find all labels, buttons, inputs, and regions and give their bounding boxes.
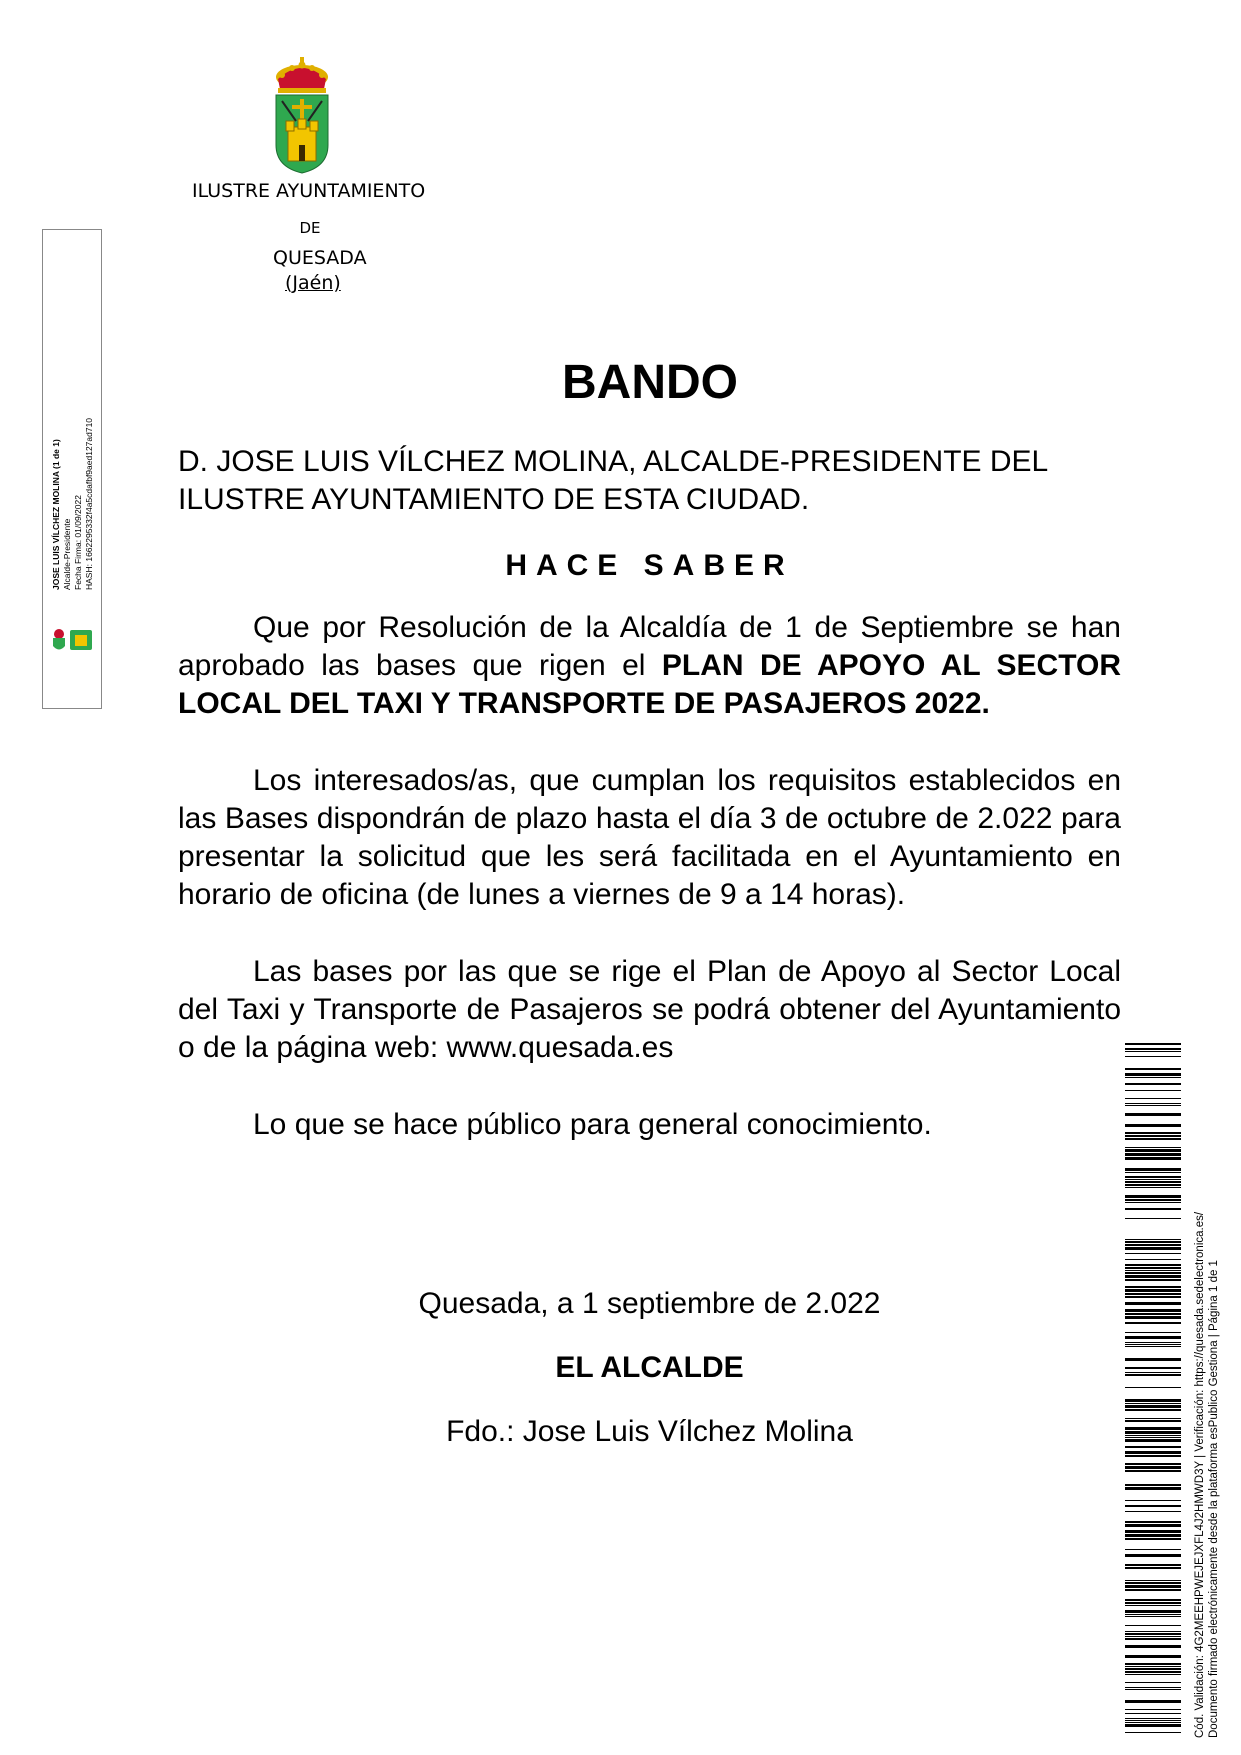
signature-details xyxy=(51,290,95,590)
plan-name: PLAN DE APOYO AL SECTOR LOCAL DEL TAXI Y TRANSPORTE DE PASAJEROS 2022. xyxy=(178,649,1121,720)
platform-notice: Documento firmado electrónicamente desde la plataforma esPublico Gestiona | Página 1 de 1 xyxy=(1208,1260,1220,1738)
org-connector: DE xyxy=(299,219,321,237)
paragraph-public-notice: Lo que se hace público para general conocimiento. xyxy=(253,1108,932,1141)
document-title: BANDO xyxy=(562,356,738,409)
barcode xyxy=(1125,1043,1181,1733)
coat-of-arms-logo xyxy=(270,55,334,175)
document-body xyxy=(178,443,1121,1448)
signer-title: EL ALCALDE xyxy=(555,1351,744,1384)
paragraph-resolution: Que por Resolución de la Alcaldía de 1 de Septiembre se han aprobado las bases que rigen el PLAN DE APOYO AL SECTOR LOCAL DEL TAXI Y TRANSPORTE DE PASAJEROS 2022. xyxy=(178,611,1121,720)
signer-name: Fdo.: Jose Luis Vílchez Molina xyxy=(446,1415,853,1448)
verification-code: Cód. Validación: 4G2MEEHPWEJEJXFL4J2HMWD3Y | Verificación: https://quesada.sedelectronica.es/ xyxy=(1194,1211,1206,1738)
signature-stamp xyxy=(42,229,102,709)
org-town: QUESADA xyxy=(273,247,367,269)
place-and-date: Quesada, a 1 septiembre de 2.022 xyxy=(418,1287,881,1320)
stamp-logo-icon xyxy=(50,626,96,654)
org-name: ILUSTRE AYUNTAMIENTO xyxy=(192,180,426,202)
signer-stamp-role: Alcalde-Presidente xyxy=(62,518,72,590)
hace-saber-heading: HACE SABER xyxy=(505,549,794,582)
issuer-statement: D. JOSE LUIS VÍLCHEZ MOLINA, ALCALDE-PRESIDENTE DEL ILUSTRE AYUNTAMIENTO DE ESTA CIUDAD. xyxy=(178,445,1048,516)
verification-info xyxy=(1193,1212,1221,1738)
signer-stamp-hash: HASH: 1662295332f4a5cdafbf9aed127ad710 xyxy=(84,417,94,590)
paragraph-deadline: Los interesados/as, que cumplan los requisitos establecidos en las Bases dispondrán de plazo hasta el día 3 de octubre de 2.022 para presentar la solicitud que les será facilitada en el Ayuntamiento en horario de oficina (de lunes a viernes de 9 a 14 horas). xyxy=(178,764,1121,911)
org-province: (Jaén) xyxy=(285,272,341,294)
signer-stamp-name: JOSE LUIS VÍLCHEZ MOLINA (1 de 1) xyxy=(51,439,61,590)
signer-stamp-date: Fecha Firma: 01/09/2022 xyxy=(73,495,83,590)
paragraph-bases: Las bases por las que se rige el Plan de Apoyo al Sector Local del Taxi y Transporte de Pasajeros se podrá obtener del Ayuntamiento o de la página web: www.quesada.es xyxy=(178,955,1121,1064)
